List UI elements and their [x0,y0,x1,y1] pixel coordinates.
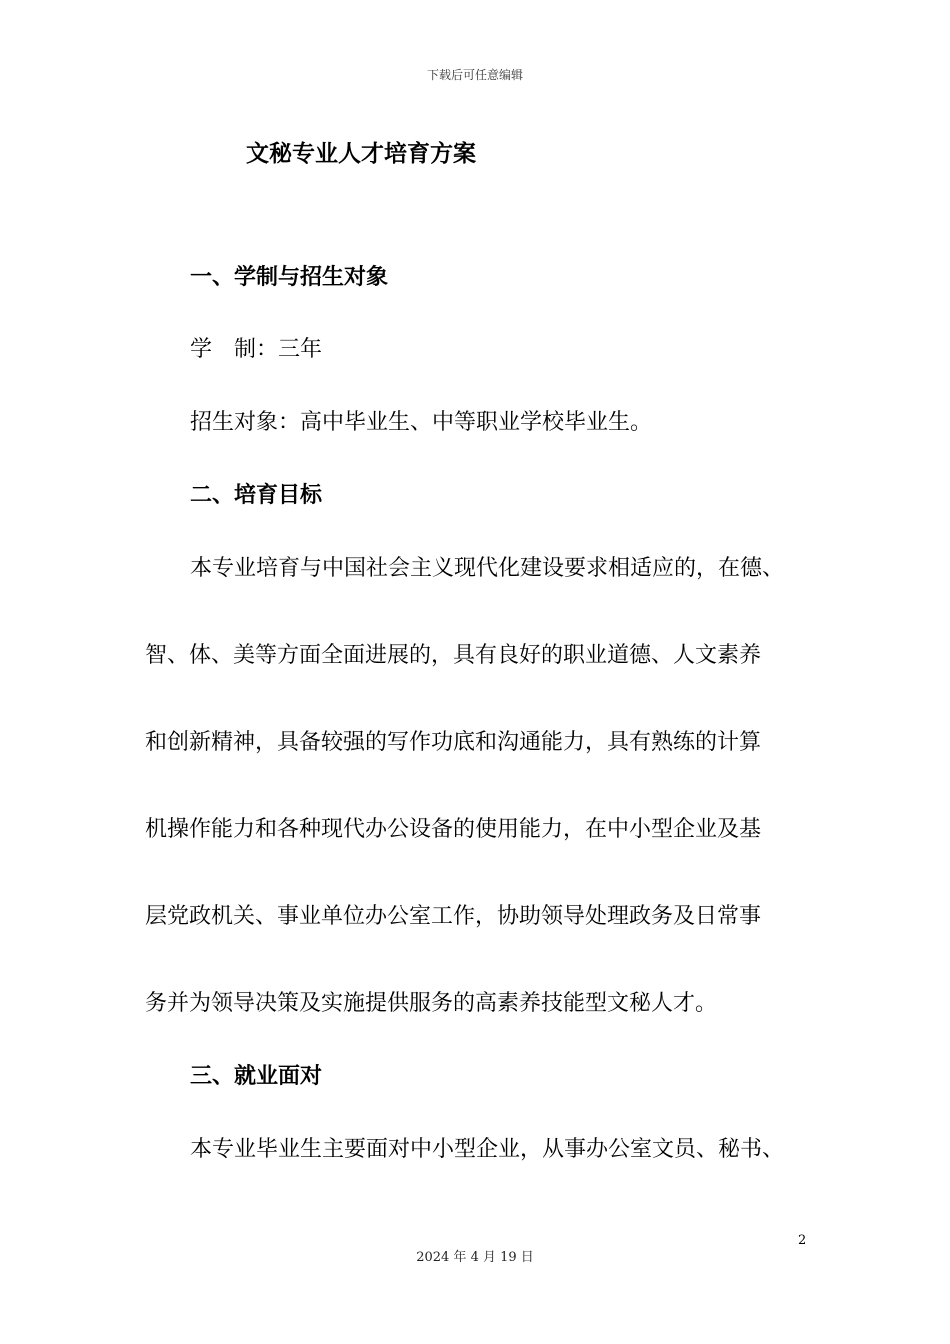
objectives-paragraph-line: 层党政机关、事业单位办公室工作，协助领导处理政务及日常事 [145,904,762,929]
enrollment-target: 招生对象：高中毕业生、中等职业学校毕业生。 [190,410,653,435]
employment-paragraph-line: 本专业毕业生主要面对中小型企业，从事办公室文员、秘书、 [190,1137,785,1162]
objectives-paragraph-line: 智、体、美等方面全面进展的，具有良好的职业道德、人文素养 [145,643,762,668]
objectives-paragraph-line: 务并为领导决策及实施提供服务的高素养技能型文秘人才。 [145,991,718,1016]
page-footer-date: 2024 年 4 月 19 日 [416,1250,534,1265]
section-heading-schooling: 一、学制与招生对象 [190,265,389,290]
document-title: 文秘专业人才培育方案 [246,141,476,167]
section-heading-employment: 三、就业面对 [190,1064,323,1089]
schooling-duration: 学 制：三年 [190,337,323,362]
objectives-paragraph-line: 和创新精神，具备较强的写作功底和沟通能力，具有熟练的计算 [145,730,762,755]
objectives-paragraph-line: 本专业培育与中国社会主义现代化建设要求相适应的，在德、 [190,556,785,581]
page-header: 下载后可任意编辑 [426,68,523,82]
page-number: 2 [798,1233,807,1248]
objectives-paragraph-line: 机操作能力和各种现代办公设备的使用能力，在中小型企业及基 [145,817,762,842]
section-heading-objectives: 二、培育目标 [190,483,323,508]
